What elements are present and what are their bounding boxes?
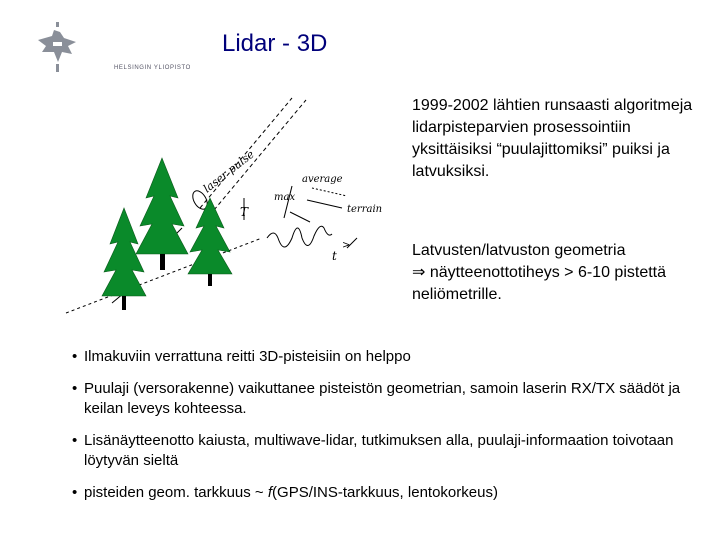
bullet-text-function: f <box>267 484 273 501</box>
university-emblem-icon <box>34 22 94 74</box>
label-terrain: terrain <box>347 204 383 215</box>
tree-trunk <box>122 296 126 310</box>
bullet-text: Lisänäytteenotto kaiusta, multiwave-lidar, tutkimuksen alla, puulaji-informaation toivotaan löytyvän sieltä <box>84 432 674 469</box>
tree <box>136 158 188 254</box>
slide-title: Lidar - 3D <box>222 30 328 57</box>
bullet-marker: • <box>72 348 78 365</box>
list-item <box>72 431 712 471</box>
tree-trunk <box>160 254 165 270</box>
waveform-arrow <box>312 188 347 196</box>
list-item <box>72 483 712 503</box>
bullet-marker: • <box>72 380 78 397</box>
paragraph-geometry <box>412 240 712 306</box>
university-logo <box>34 22 191 74</box>
bullet-text-suffix: (GPS/INS-tarkkuus, lentokorkeus) <box>272 484 498 501</box>
label-T: T <box>240 205 249 219</box>
waveform-arrow <box>290 212 310 222</box>
label-max: max <box>274 192 296 203</box>
tree-trunk <box>208 274 212 286</box>
bullet-text: Puulaji (versorakenne) vaikuttanee pisteistön geometrian, samoin laserin RX/TX säädöt ja keilan leveys kohteessa. <box>84 380 681 417</box>
label-average: average <box>302 174 343 185</box>
geometry-line-1: Latvusten/latvuston geometria <box>412 242 626 259</box>
bullet-list <box>72 347 712 515</box>
bullet-text-prefix: pisteiden geom. tarkkuus ~ <box>84 484 268 501</box>
list-item <box>72 347 712 367</box>
label-t: t <box>332 249 337 263</box>
waveform-curve <box>267 226 332 247</box>
waveform-arrow <box>307 200 342 208</box>
paragraph-history: 1999-2002 lähtien runsaasti algoritmeja lidarpisteparvien prosessointiin yksittäisiksi “puulajittomiksi” puiksi ja latvuksiksi. <box>412 97 693 180</box>
list-item <box>72 379 712 419</box>
logo-text: HELSINGIN YLIOPISTO <box>114 65 191 71</box>
label-gt: > <box>342 240 351 251</box>
bullet-marker: • <box>72 484 78 501</box>
tree <box>188 198 232 274</box>
lidar-diagram <box>62 88 392 330</box>
bullet-marker: • <box>72 432 78 449</box>
bullet-text: Ilmakuviin verrattuna reitti 3D-pisteisiin on helppo <box>84 348 411 365</box>
label-laser-pulse: laser pulse <box>200 147 257 196</box>
geometry-line-2: ⇒ näytteenottotiheys > 6-10 pistettä neliömetrille. <box>412 264 667 303</box>
